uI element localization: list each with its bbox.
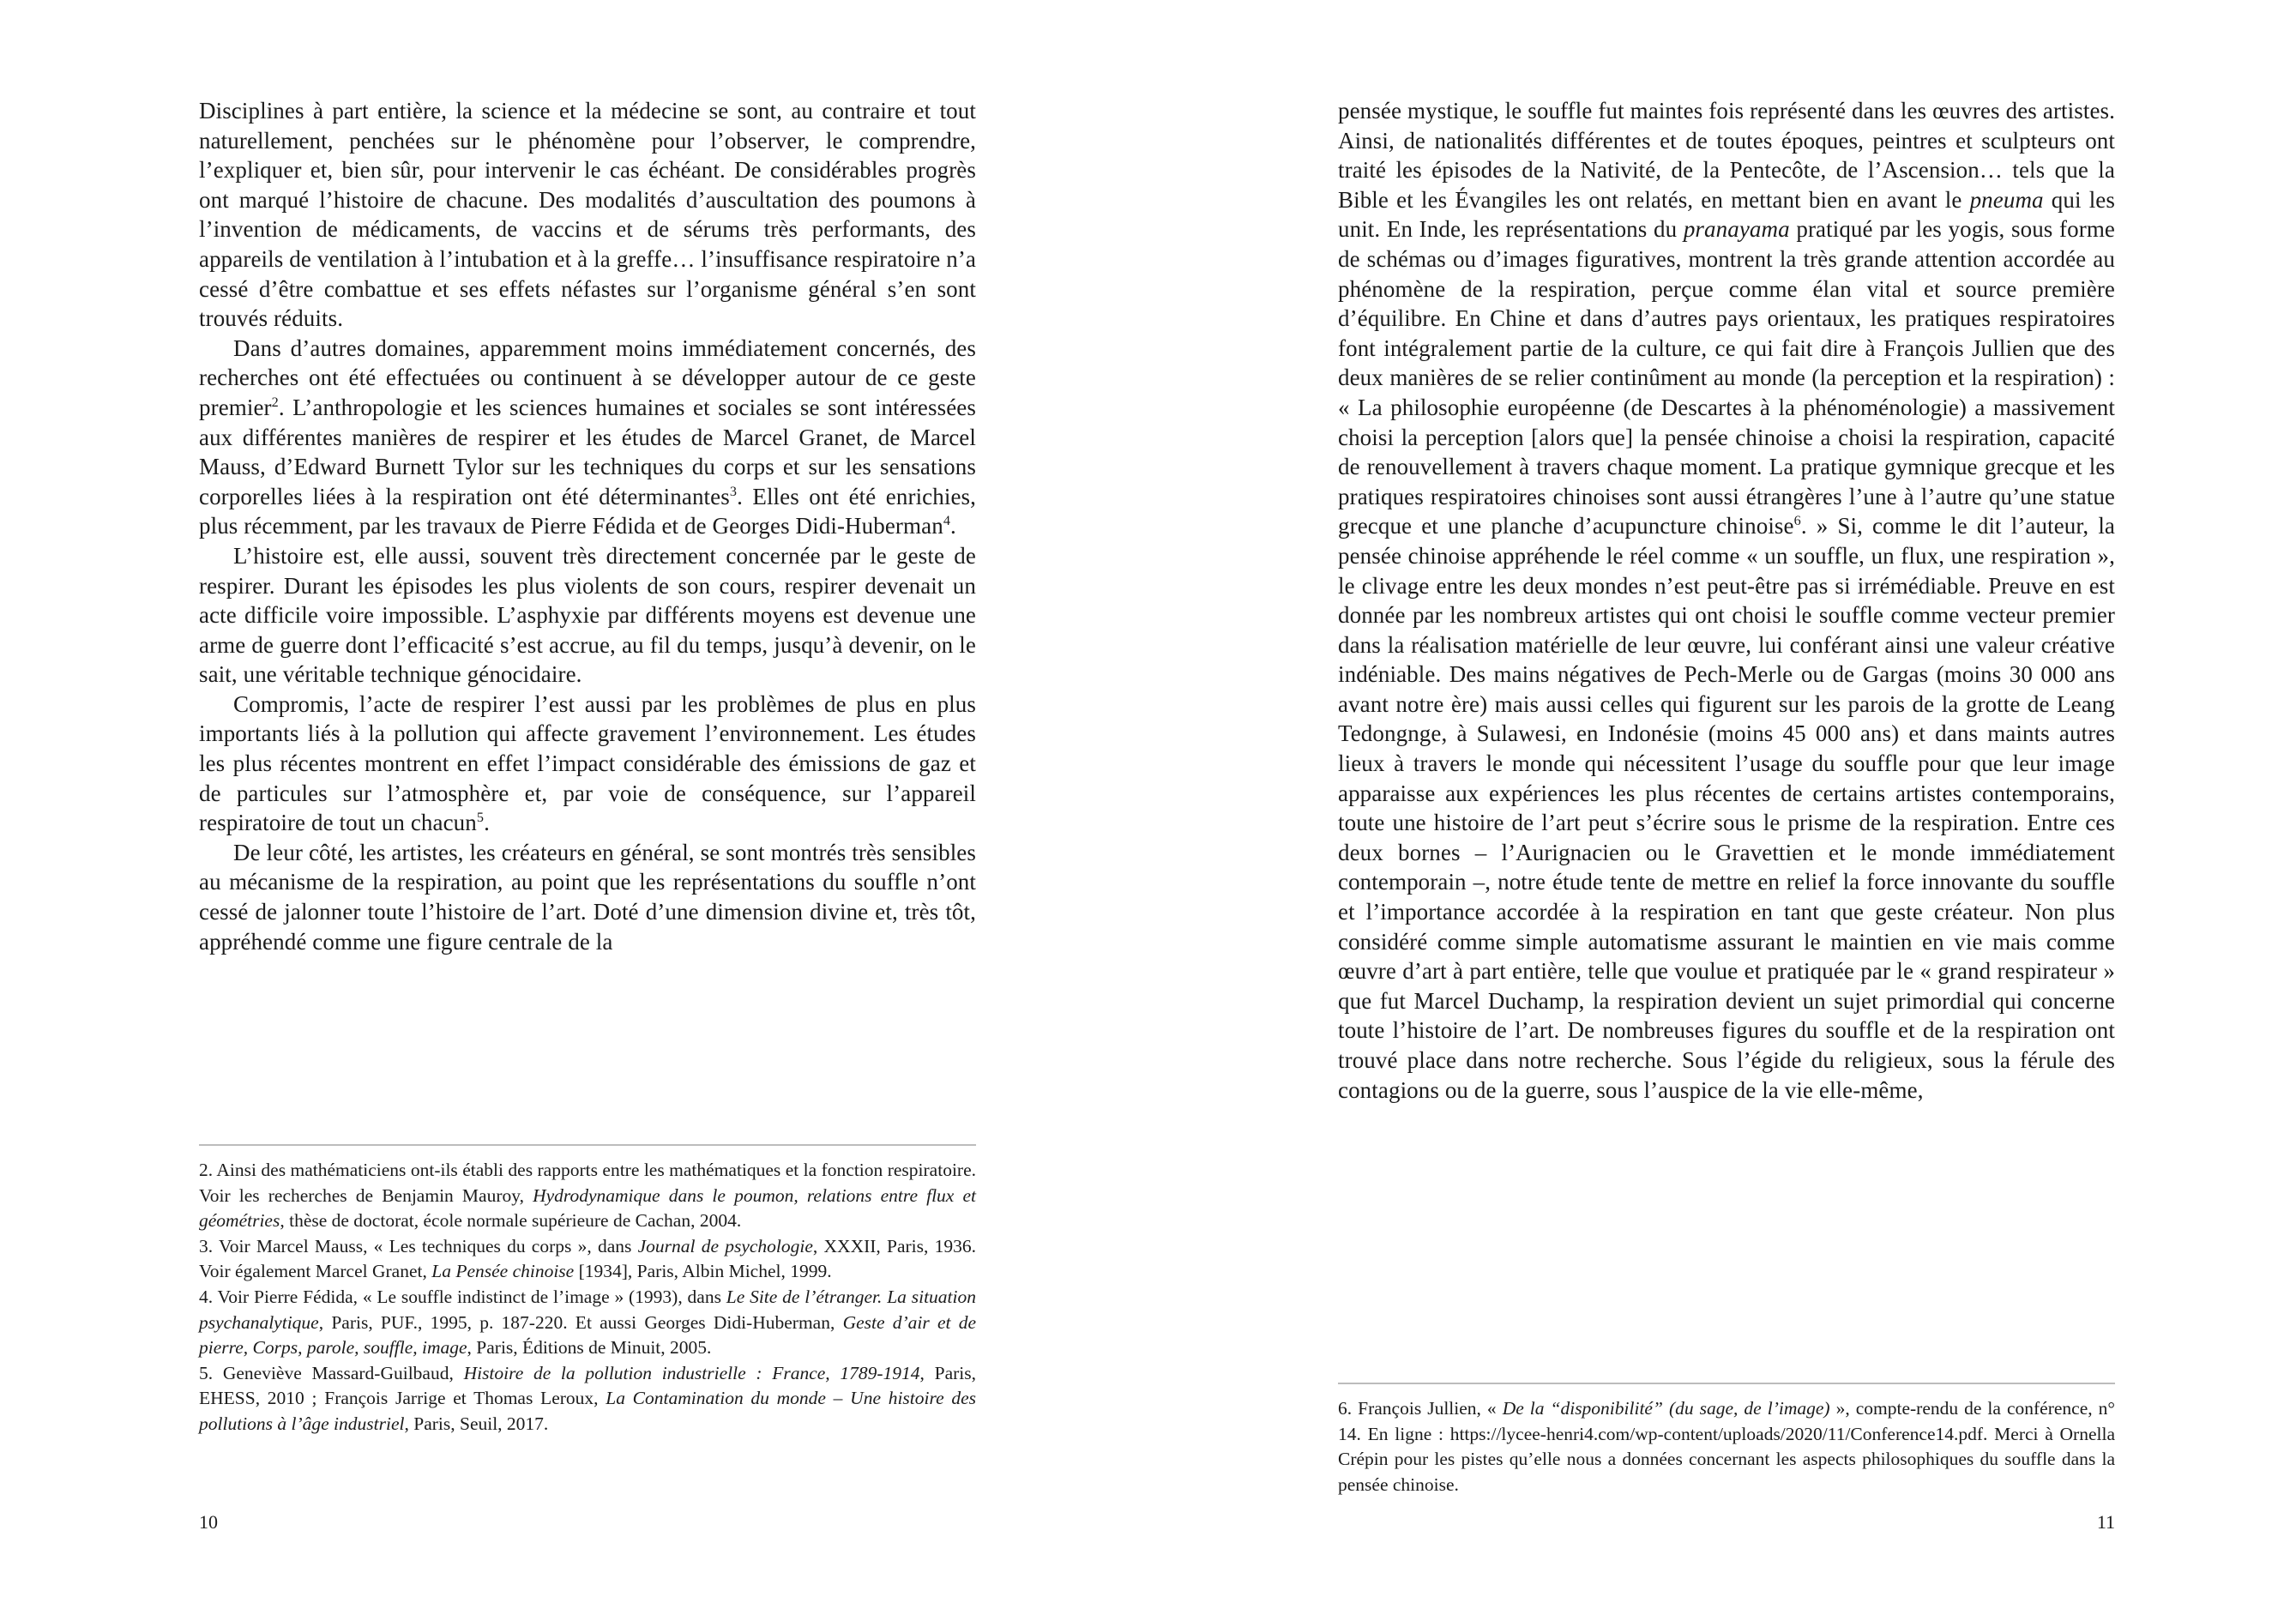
page-right	[1338, 96, 2115, 1606]
text-run: , Paris, Éditions de Minuit, 2005.	[467, 1337, 712, 1359]
italic-text-run: Histoire de la pollution industrielle : France, 1789-1914	[463, 1362, 920, 1383]
text-run: , Paris, PUF., 1995, p. 187-220. Et aussi Georges Didi-Huberman,	[318, 1311, 843, 1333]
text-run: 2. Ainsi des mathématiciens ont-ils établi des rapports entre les mathématiques et la fonction respiratoire. Voir les recherches de Benjamin Mauroy,	[199, 1160, 976, 1206]
text-run: , XXXII, Paris, 1936. Voir également Marcel Granet,	[199, 1235, 976, 1282]
footnote-marker: 4	[943, 513, 951, 529]
text-run: , Paris, EHESS, 2010 ; François Jarrige et Thomas Leroux,	[199, 1362, 976, 1409]
page-left-footnotes	[199, 1158, 976, 1437]
italic-text-run: pneuma	[1969, 186, 2044, 213]
text-run: Disciplines à part entière, la science et la médecine se sont, au contraire et tout naturellement, penchées sur le phénomène pour l’observer, le comprendre, l’expliquer et, bien sûr, pour intervenir le cas échéant. De considérables progrès ont marqué l’histoire de chacune. Des modalités d’auscultation des poumons à l’invention de médicaments, de vaccins et de sérums très performants, des appareils de ventilation à l’intubation et à la greffe… l’insuffisance respiratoire n’a cessé d’être combattue et ses effets néfastes sur l’organisme général s’en sont trouvés réduits.	[199, 98, 976, 332]
text-run: [1934], Paris, Albin Michel, 1999.	[574, 1261, 832, 1282]
italic-text-run: Journal de psychologie	[637, 1235, 813, 1256]
footnote-marker: 3	[729, 483, 738, 499]
footnote-separator	[1338, 1383, 2115, 1384]
paragraph	[199, 334, 976, 541]
italic-text-run: La Pensée chinoise	[431, 1261, 575, 1282]
footnote-separator	[199, 1144, 976, 1146]
text-run: pensée mystique, le souffle fut maintes fois représenté dans les œuvres des artistes. Ainsi, de nationalités différentes et de toutes époques, peintres et sculpteurs ont traité les épisodes de la Nativité, de la Pentecôte, de l’Ascension… tels que la Bible et les Évangiles les ont relatés, en mettant bien en avant le	[1338, 98, 2115, 213]
text-run: 3. Voir Marcel Mauss, « Les techniques du corps », dans	[199, 1235, 638, 1256]
italic-text-run: Hydrodynamique dans le poumon, relations entre flux et géométries	[199, 1184, 976, 1232]
text-run: », compte-rendu de la conférence, n° 14. En ligne : https://lycee-henri4.com/wp-content/uploads/2020/11/Conference14.pdf. Merci à Ornella Crépin pour les pistes qu’elle nous a données concernant les aspects philosophiques du souffle dans la pensée chinoise.	[1338, 1398, 2115, 1495]
footnote-marker: 2	[271, 394, 279, 410]
italic-text-run: pranayama	[1683, 216, 1790, 243]
text-run: L’histoire est, elle aussi, souvent très directement concernée par le geste de respirer. Durant les épisodes les plus violents de son cours, respirer devenait un acte difficile voire impossible. L’asphyxie par différents moyens est devenue une arme de guerre dont l’efficacité s’est accrue, au fil du temps, jusqu’à devenir, on le sait, une véritable technique génocidaire.	[199, 542, 976, 688]
text-run: Dans d’autres domaines, apparemment moins immédiatement concernés, des recherches ont été effectuées ou continuent à se développer autour de ce geste premier	[199, 334, 976, 420]
text-run: .	[950, 513, 956, 539]
page-number-right: 11	[2096, 1511, 2115, 1533]
footnote	[199, 1234, 976, 1285]
text-run: .	[484, 810, 490, 836]
paragraph	[199, 838, 976, 956]
text-run: pratiqué par les yogis, sous forme de schémas ou d’images figuratives, montrent la très grande attention accordée au phénomène de la respiration, perçue comme élan vital et source première d’équilibre. En Chine et dans d’autres pays orientaux, les pratiques respiratoires font intégralement partie de la culture, ce qui fait dire à François Jullien que des deux manières de se relier continûment au monde (la perception et la respiration) : « La philosophie européenne (de Descartes à la phénoménologie) a massivement choisi la perception [alors que] la pensée chinoise a choisi la respiration, capacité de renouvellement à travers chaque moment. La pratique gymnique grecque et les pratiques respiratoires chinoises sont aussi étrangères l’une à l’autre qu’une statue grecque et une planche d’acupuncture chinoise	[1338, 216, 2116, 539]
paragraph	[199, 690, 976, 838]
italic-text-run: La Contamination du monde – Une histoire des pollutions à l’âge industriel	[199, 1388, 976, 1434]
footnote	[199, 1285, 976, 1361]
footnote	[199, 1361, 976, 1437]
page-left-body	[199, 96, 976, 956]
footnote	[1338, 1396, 2115, 1497]
footnote	[199, 1158, 976, 1234]
paragraph	[199, 541, 976, 690]
text-run: . Elles ont été enrichies, plus récemment, par les travaux de Pierre Fédida et de Georges Didi-Huberman	[199, 483, 976, 539]
page-right-body	[1338, 96, 2115, 1105]
text-run: De leur côté, les artistes, les créateurs en général, se sont montrés très sensibles au mécanisme de la respiration, au point que les représentations du souffle n’ont cessé de jalonner toute l’histoire de l’art. Doté d’une dimension divine et, très tôt, appréhendé comme une figure centrale de la	[199, 839, 976, 955]
footnote-marker: 5	[476, 810, 485, 826]
text-run: 5. Geneviève Massard-Guilbaud,	[199, 1362, 464, 1383]
page-left-footnote-block	[199, 1144, 976, 1437]
paragraph	[199, 96, 976, 334]
text-run: 6. François Jullien, «	[1338, 1398, 1503, 1419]
text-run: . » Si, comme le dit l’auteur, la pensée chinoise appréhende le réel comme « un souffle, un flux, une respiration », le clivage entre les deux mondes n’est peut-être pas si irrémédiable. Preuve en est donnée par les nombreux artistes qui ont choisi le souffle comme vecteur premier dans la réalisation matérielle de leur œuvre, lui conférant ainsi une valeur créative indéniable. Des mains négatives de Pech-Merle ou de Gargas (moins 30 000 ans avant notre ère) mais aussi celles qui figurent sur les parois de la grotte de Leang Tedongnge, à Sulawesi, en Indonésie (moins 45 000 ans) et dans maints autres lieux à travers le monde qui nécessitent l’usage du souffle pour que leur image apparaisse aux expériences les plus récentes de certains artistes contemporains, toute une histoire de l’art peut s’écrire sous le prisme de la respiration. Entre ces deux bornes – l’Aurignacien ou le Gravettien et le monde immédiatement contemporain –, notre étude tente de mettre en relief la force innovante du souffle et l’importance accordée à la respiration en tant que geste créateur. Non plus considéré comme simple automatisme assurant le maintien en vie mais comme œuvre d’art à part entière, telle que voulue et pratiquée par le « grand respirateur » que fut Marcel Duchamp, la respiration devient un sujet primordial qui concerne toute l’histoire de l’art. De nombreuses figures du souffle et de la respiration ont trouvé place dans notre recherche. Sous l’égide du religieux, sous la férule des contagions ou de la guerre, sous l’auspice de la vie elle-même,	[1338, 513, 2116, 1103]
italic-text-run: De la “disponibilité” (du sage, de l’image)	[1502, 1398, 1830, 1419]
page-right-footnote-block	[1338, 1383, 2115, 1497]
text-run: Compromis, l’acte de respirer l’est aussi par les problèmes de plus en plus importants liés à la pollution qui affecte gravement l’environnement. Les études les plus récentes montrent en effet l’impact considérable des émissions de gaz et de particules sur l’atmosphère et, par voie de conséquence, sur l’appareil respiratoire de tout un chacun	[199, 690, 976, 836]
paragraph	[1338, 96, 2115, 1105]
text-run: , Paris, Seuil, 2017.	[404, 1413, 549, 1434]
page-left	[199, 96, 976, 1606]
italic-text-run: Le Site de l’étranger. La situation psychanalytique	[199, 1286, 977, 1333]
italic-text-run: Geste d’air et de pierre, Corps, parole, souffle, image	[199, 1311, 976, 1359]
text-run: , thèse de doctorat, école normale supérieure de Cachan, 2004.	[280, 1210, 742, 1232]
footnote-marker: 6	[1793, 513, 1801, 529]
text-run: qui les unit. En Inde, les représentations du	[1338, 186, 2116, 243]
text-run: . L’anthropologie et les sciences humaines et sociales se sont intéressées aux différentes manières de respirer et les études de Marcel Granet, de Marcel Mauss, d’Edward Burnett Tylor sur les techniques du corps et sur les sensations corporelles liées à la respiration ont été déterminantes	[199, 394, 976, 509]
text-run: 4. Voir Pierre Fédida, « Le souffle indistinct de l’image » (1993), dans	[199, 1286, 726, 1307]
page-number-left: 10	[199, 1511, 218, 1533]
page-right-footnotes	[1338, 1396, 2115, 1497]
